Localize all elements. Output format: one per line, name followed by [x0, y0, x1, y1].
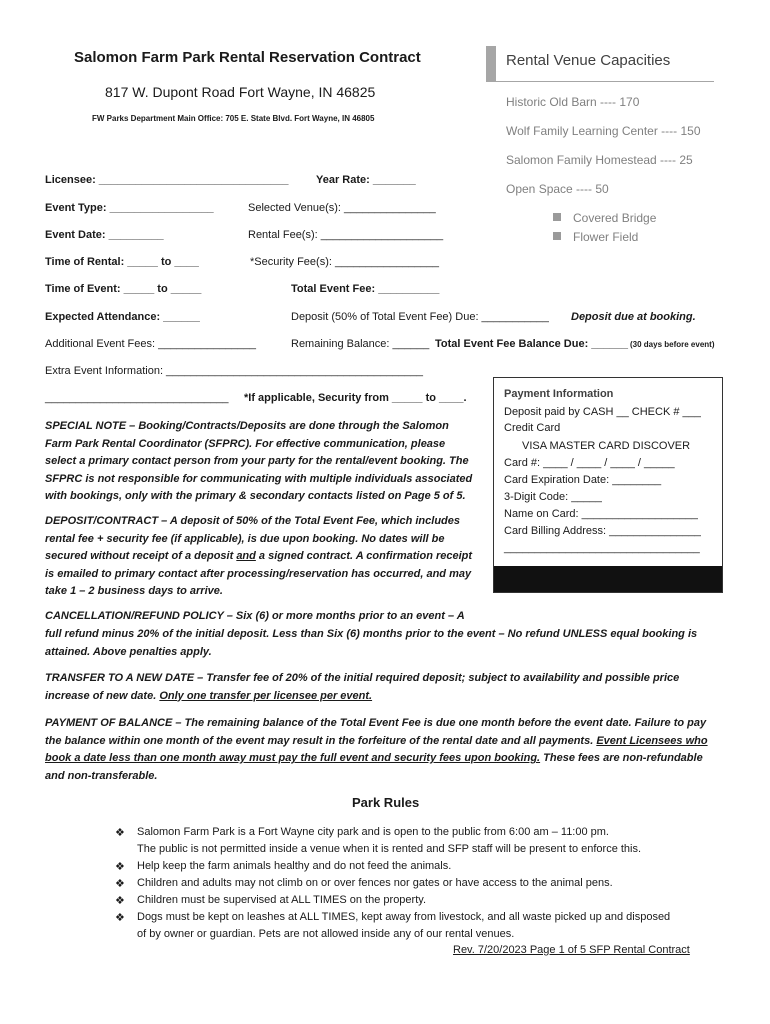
- rule-item: ❖ Children and adults may not climb on or over fences nor gates or have access to the animal pens.: [115, 877, 613, 890]
- payment-box-footer-bar: [494, 566, 722, 592]
- capacity-item: Open Space ---- 50: [506, 182, 609, 196]
- cancellation-policy: full refund minus 20% of the initial deposit. Less than Six (6) months prior to the event – No refund UNLESS equal booking is attained. Above penalties apply.: [45, 628, 698, 658]
- extra-info-field[interactable]: Extra Event Information: __________________________________________: [45, 365, 423, 377]
- diamond-bullet-icon: ❖: [115, 861, 125, 873]
- additional-fees-field[interactable]: Additional Event Fees: ________________: [45, 338, 257, 350]
- deposit-field[interactable]: Deposit (50% of Total Event Fee) Due: ___________: [291, 311, 549, 323]
- credit-card-label: Credit Card: [504, 422, 561, 434]
- balance-due-field[interactable]: Total Event Fee Balance Due: ______: [435, 338, 628, 350]
- capacity-item: Wolf Family Learning Center ---- 150: [506, 124, 701, 138]
- total-event-fee-field[interactable]: Total Event Fee: __________: [291, 283, 440, 295]
- security-fees-field[interactable]: *Security Fee(s): _________________: [250, 256, 439, 268]
- deposit-due-note: Deposit due at booking.: [571, 311, 696, 323]
- rental-fees-field[interactable]: Rental Fee(s): ____________________: [248, 229, 444, 241]
- square-bullet-icon: [553, 232, 561, 240]
- diamond-bullet-icon: ❖: [115, 878, 125, 890]
- security-line[interactable]: ______________________________: [45, 392, 229, 404]
- payment-information-box: [493, 377, 723, 593]
- payment-of-balance: PAYMENT OF BALANCE – The remaining balance of the Total Event Fee is due one month before the event date. Failure to pay the balance within one month of the event may result in the forfeiture of the rental date and all payments. Event Licensees who book a date less than one month away must pay the full event and security fees upon booking. These fees are non-refundable and non-transferable.: [45, 717, 708, 782]
- balance-due-note: (30 days before event): [630, 340, 715, 349]
- selected-venues-field[interactable]: Selected Venue(s): _______________: [248, 202, 436, 214]
- heading-underline: [496, 81, 714, 82]
- rule-item: ❖ Children must be supervised at ALL TIMES on the property.: [115, 894, 427, 907]
- capacity-item: Salomon Family Homestead ---- 25: [506, 153, 693, 167]
- payment-heading: Payment Information: [504, 388, 614, 400]
- rule-item: ❖ Dogs must be kept on leashes at ALL TIMES, kept away from livestock, and all waste picked up and disposed: [115, 911, 671, 924]
- capacity-sub-item: Covered Bridge: [553, 211, 656, 225]
- diamond-bullet-icon: ❖: [115, 895, 125, 907]
- cancellation-heading-line: CANCELLATION/REFUND POLICY – Six (6) or more months prior to an event – A: [45, 610, 465, 622]
- event-date-field[interactable]: Event Date: _________: [45, 229, 164, 241]
- rule-item: ❖ Help keep the farm animals healthy and do not feed the animals.: [115, 860, 452, 873]
- deposit-paid-by[interactable]: Deposit paid by CASH __ CHECK # ___: [504, 406, 701, 418]
- expected-attendance-field[interactable]: Expected Attendance: ______: [45, 311, 200, 323]
- billing-address-line2[interactable]: ________________________________: [504, 542, 700, 554]
- contract-title: Salomon Farm Park Rental Reservation Contract: [74, 49, 421, 66]
- remaining-balance-field[interactable]: Remaining Balance: ______: [291, 338, 430, 350]
- page-footer: Rev. 7/20/2023 Page 1 of 5 SFP Rental Contract: [453, 944, 690, 956]
- time-of-event-field[interactable]: Time of Event: _____ to _____: [45, 283, 202, 295]
- square-bullet-icon: [553, 213, 561, 221]
- cvv-field[interactable]: 3-Digit Code: _____: [504, 491, 602, 503]
- security-from-field[interactable]: *If applicable, Security from _____ to ____.: [244, 392, 467, 404]
- card-expiration-field[interactable]: Card Expiration Date: ________: [504, 474, 662, 486]
- diamond-bullet-icon: ❖: [115, 912, 125, 924]
- heading-accent-bar: [486, 46, 496, 82]
- time-of-rental-field[interactable]: Time of Rental: _____ to ____: [45, 256, 199, 268]
- office-address: FW Parks Department Main Office: 705 E. State Blvd. Fort Wayne, IN 46805: [92, 114, 375, 123]
- card-number-field[interactable]: Card #: ____ / ____ / ____ / _____: [504, 457, 675, 469]
- park-rules-title: Park Rules: [352, 795, 420, 810]
- capacities-heading: Rental Venue Capacities: [506, 52, 671, 69]
- capacity-item: Historic Old Barn ---- 170: [506, 95, 640, 109]
- licensee-field[interactable]: Licensee: _______________________________: [45, 174, 289, 186]
- transfer-policy: TRANSFER TO A NEW DATE – Transfer fee of 20% of the initial required deposit; subject to availability and possible price increase of new date. Only one transfer per licensee per event.: [45, 672, 680, 702]
- diamond-bullet-icon: ❖: [115, 827, 125, 839]
- deposit-contract-note: DEPOSIT/CONTRACT – A deposit of 50% of the Total Event Fee, which includes rental fee + security fee (if applicable), is due upon booking. No dates will be secured without receipt of a deposit and a signed contract. A confirmation receipt is emailed to primary contact after processing/reservation has occurred, and may take 1 – 2 business days to arrive.: [45, 515, 473, 597]
- special-note: SPECIAL NOTE – Booking/Contracts/Deposits are done through the Salomon Farm Park Rental Coordinator (SFPRC). For effective communication, please select a primary contact person from your party for the rental/event booking. The SFPRC is not responsible for communicating with multiple individuals associated with bookings, only with the primary & secondary contacts listed on Page 5 of 5.: [45, 420, 473, 502]
- event-type-field[interactable]: Event Type: _________________: [45, 202, 214, 214]
- billing-address-field[interactable]: Card Billing Address: _______________: [504, 525, 701, 537]
- capacities-heading-box: [486, 46, 714, 82]
- name-on-card-field[interactable]: Name on Card: ___________________: [504, 508, 698, 520]
- year-rate-field[interactable]: Year Rate: _______: [316, 174, 416, 186]
- capacity-sub-item: Flower Field: [553, 230, 638, 244]
- park-address: 817 W. Dupont Road Fort Wayne, IN 46825: [105, 84, 376, 100]
- card-types[interactable]: VISA MASTER CARD DISCOVER: [522, 440, 691, 452]
- rule-item: ❖ Salomon Farm Park is a Fort Wayne city park and is open to the public from 6:00 am – 11:00 pm.: [115, 826, 609, 839]
